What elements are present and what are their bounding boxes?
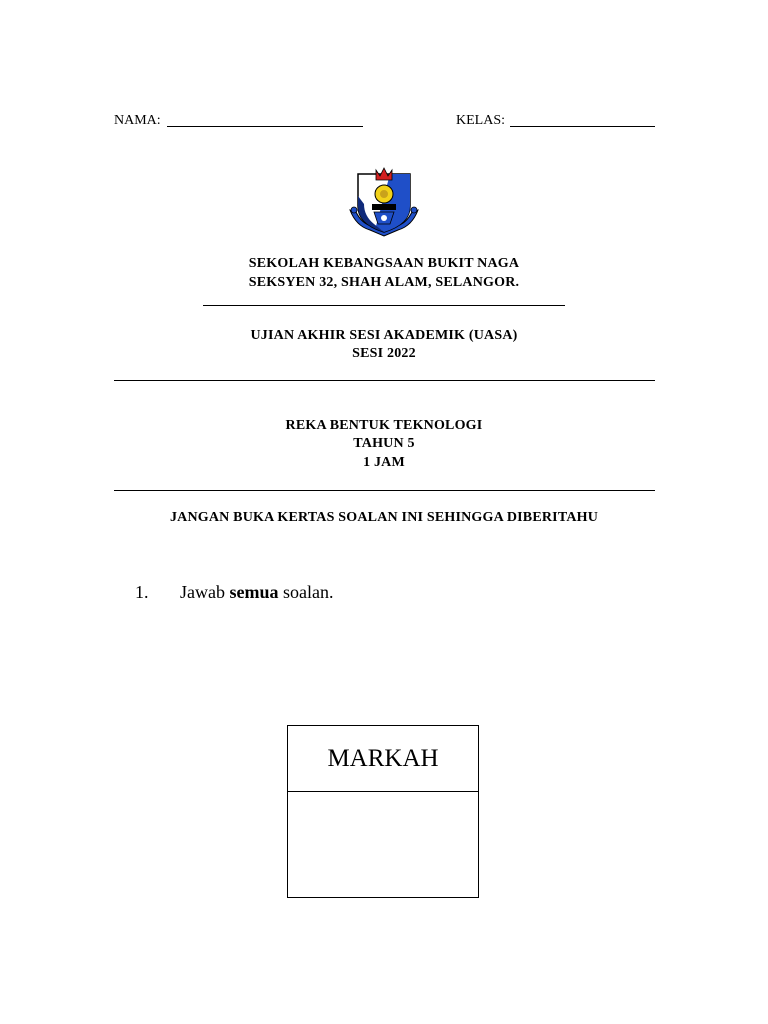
divider-long-2: [114, 490, 655, 491]
marks-value-field[interactable]: [288, 792, 478, 897]
school-address: SEKSYEN 32, SHAH ALAM, SELANGOR.: [248, 275, 520, 290]
school-crest-icon: [346, 166, 422, 242]
subject-year: TAHUN 5: [353, 436, 415, 451]
class-field[interactable]: [510, 126, 655, 127]
subject-duration: 1 JAM: [363, 455, 405, 470]
instruction-text-before: Jawab: [180, 582, 230, 602]
instruction-text: [180, 582, 333, 603]
divider-long-1: [114, 380, 655, 381]
instruction-number: 1.: [135, 582, 149, 602]
exam-session: SESI 2022: [352, 346, 416, 361]
marks-title: MARKAH: [288, 726, 478, 792]
class-label: KELAS:: [456, 113, 505, 128]
school-name: SEKOLAH KEBANGSAAN BUKIT NAGA: [248, 256, 520, 271]
instruction-text-bold: semua: [229, 582, 279, 602]
name-field[interactable]: [167, 126, 363, 127]
marks-box: [287, 725, 479, 898]
warning-text: JANGAN BUKA KERTAS SOALAN INI SEHINGGA DIBERITAHU: [169, 510, 599, 525]
exam-title: UJIAN AKHIR SESI AKADEMIK (UASA): [250, 328, 518, 343]
instruction-text-after: soalan.: [278, 582, 334, 602]
divider-short: [203, 305, 565, 306]
subject-name: REKA BENTUK TEKNOLOGI: [285, 418, 483, 433]
name-label: NAMA:: [114, 113, 161, 128]
